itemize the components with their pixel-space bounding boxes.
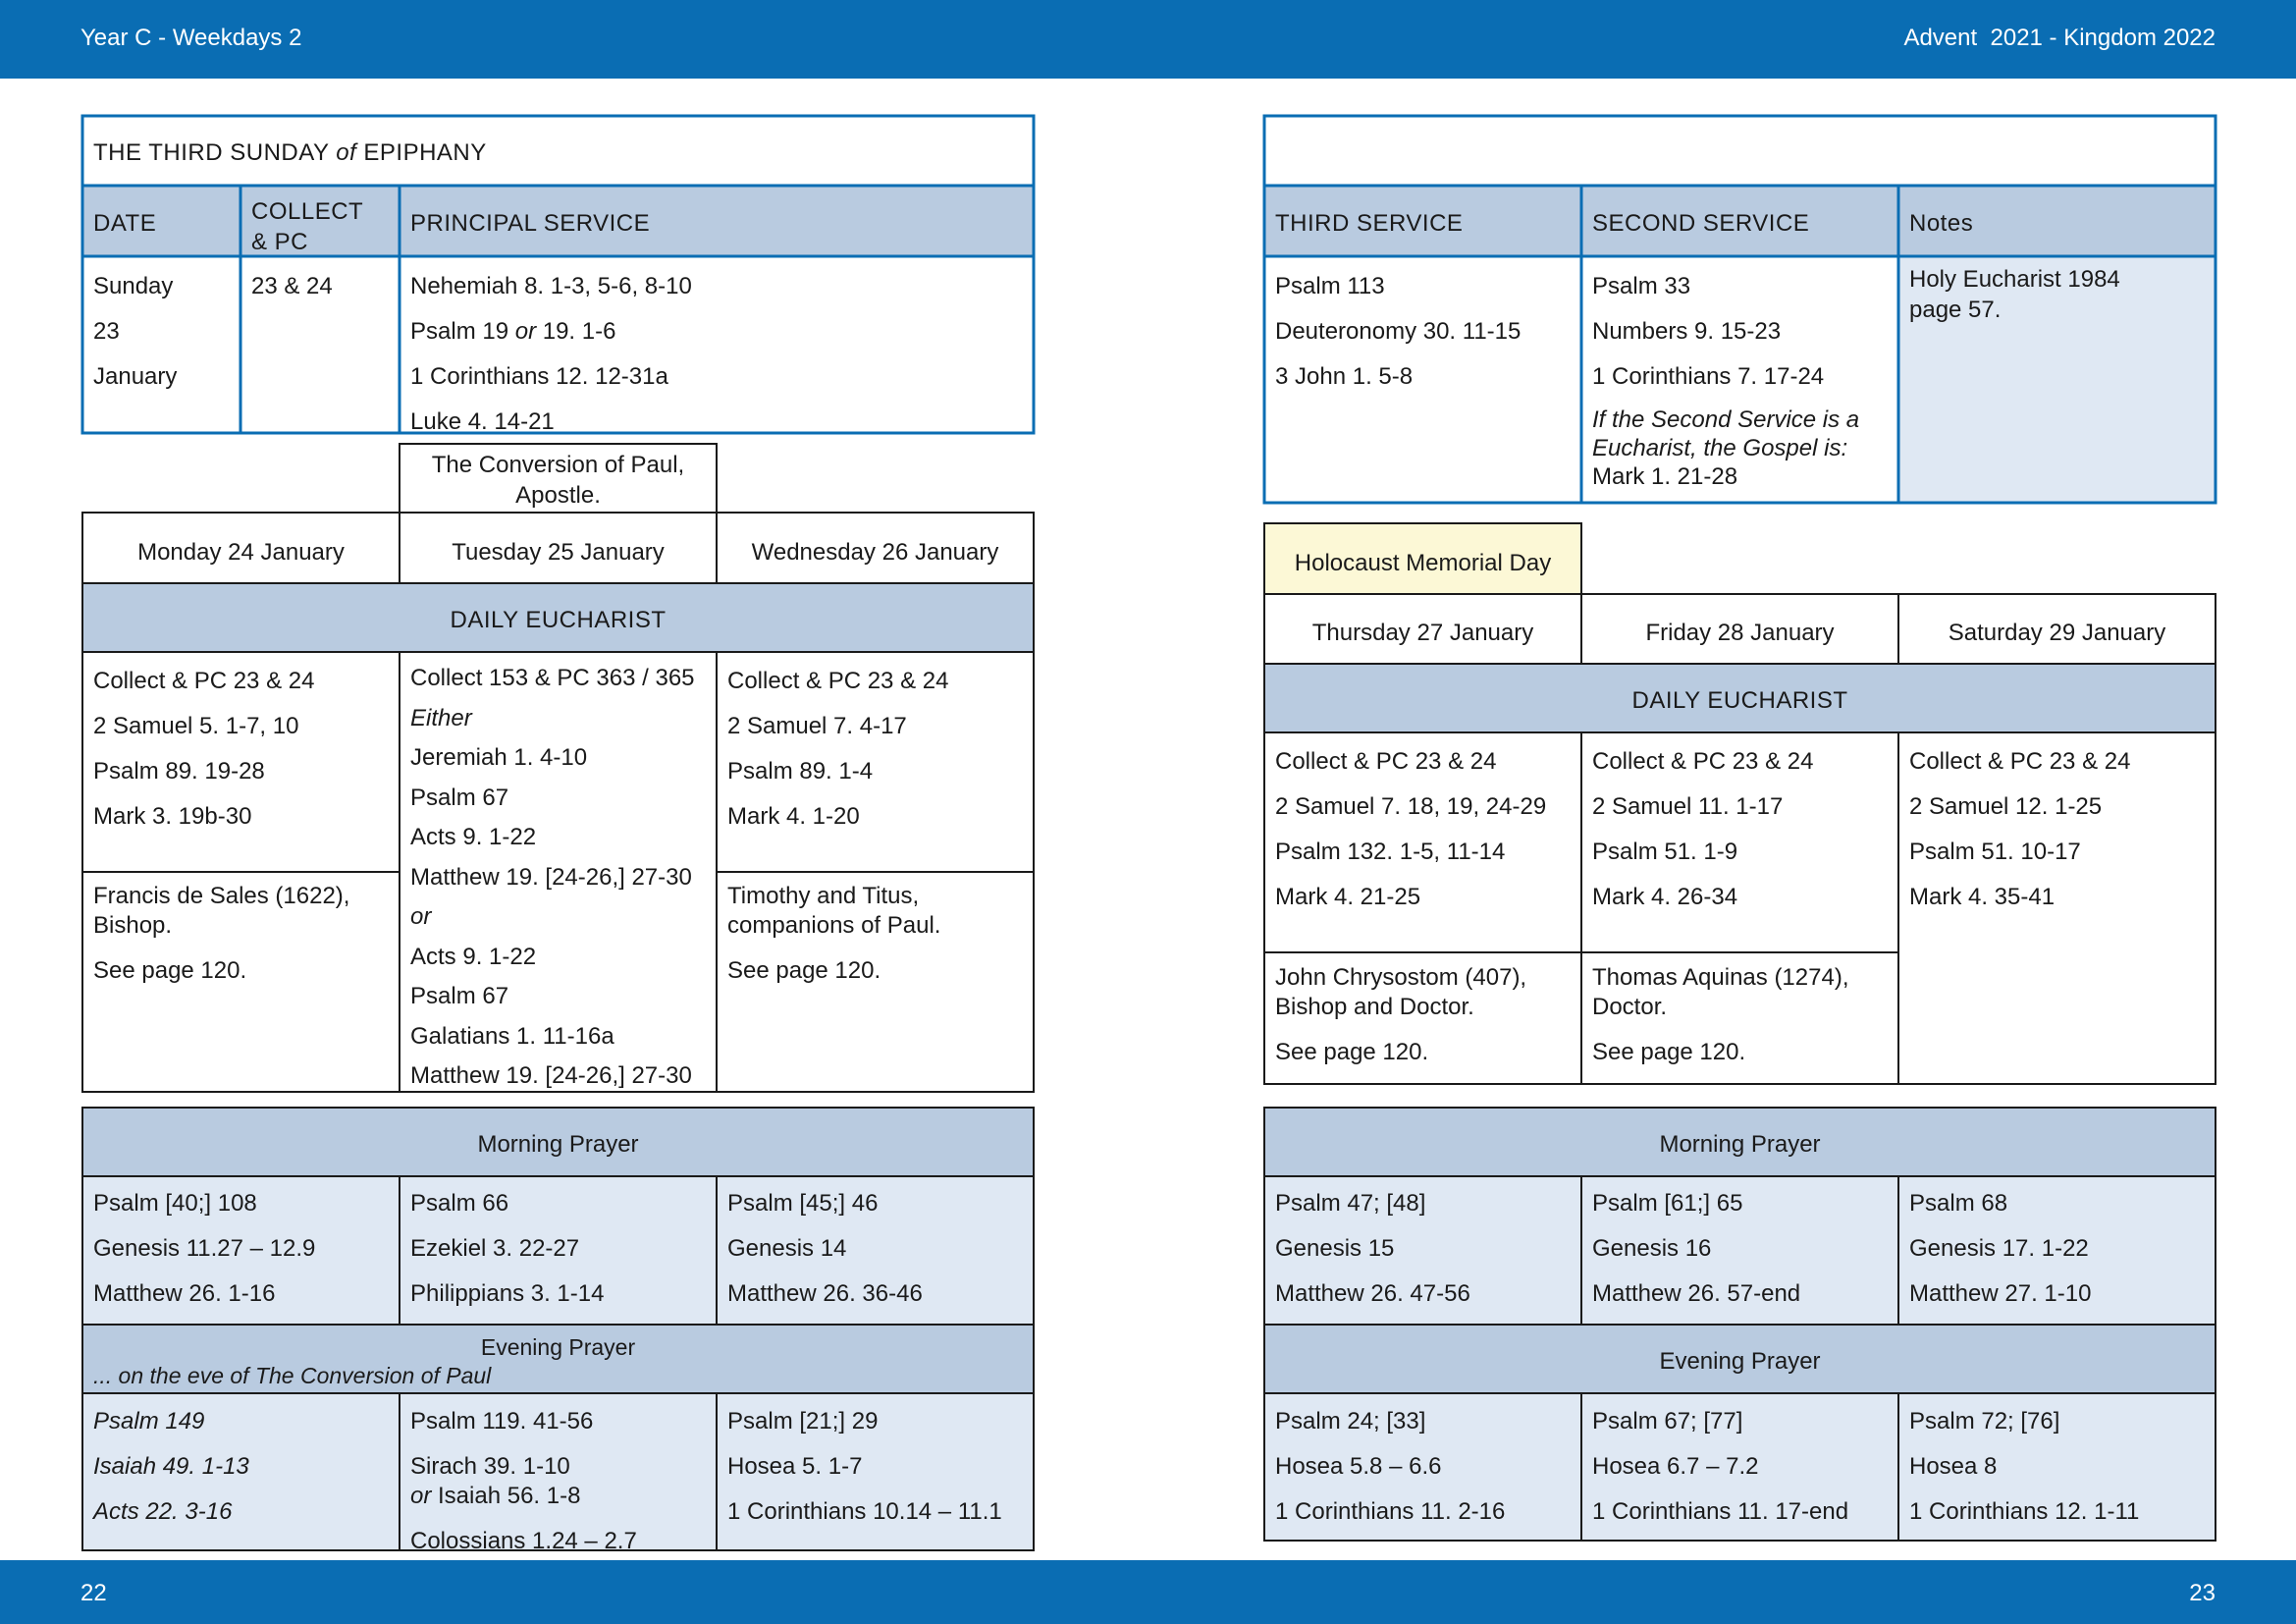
collect-column-header: COLLECT & PC — [251, 198, 364, 256]
thursday-readings: Collect & PC 23 & 24 2 Samuel 7. 18, 19, 24-29 Psalm 132. 1-5, 11-14 Mark 4. 21-25 — [1275, 748, 1547, 910]
second-service-header: SECOND SERVICE — [1592, 210, 1810, 237]
ep-thursday: Psalm 24; [33] Hosea 5.8 – 6.6 1 Corinthians 11. 2-16 — [1275, 1408, 1506, 1525]
friday-saint: Thomas Aquinas (1274), Doctor. See page 120. — [1592, 964, 1849, 1065]
morning-prayer-label-left: Morning Prayer — [477, 1131, 639, 1158]
principal-service-header: PRINCIPAL SERVICE — [410, 210, 651, 237]
mp-monday: Psalm [40;] 108 Genesis 11.27 – 12.9 Matthew 26. 1-16 — [93, 1190, 316, 1307]
wednesday-saint: Timothy and Titus, companions of Paul. See page 120. — [727, 883, 941, 984]
friday-readings: Collect & PC 23 & 24 2 Samuel 11. 1-17 Psalm 51. 1-9 Mark 4. 26-34 — [1592, 748, 1814, 910]
mp-saturday: Psalm 68 Genesis 17. 1-22 Matthew 27. 1-10 — [1909, 1190, 2092, 1307]
page-footer — [0, 1560, 2296, 1624]
mp-tuesday: Psalm 66 Ezekiel 3. 22-27 Philippians 3. 1-14 — [410, 1190, 605, 1307]
header-left: Year C - Weekdays 2 — [80, 25, 302, 51]
notes-header: Notes — [1909, 210, 1974, 237]
third-service-readings: Psalm 113 Deuteronomy 30. 11-15 3 John 1. 5-8 — [1275, 273, 1522, 390]
ep-wednesday: Psalm [21;] 29 Hosea 5. 1-7 1 Corinthians 10.14 – 11.1 — [727, 1408, 1002, 1525]
wednesday-readings: Collect & PC 23 & 24 2 Samuel 7. 4-17 Psalm 89. 1-4 Mark 4. 1-20 — [727, 668, 949, 830]
date-column-header: DATE — [93, 210, 157, 237]
day-monday: Monday 24 January — [137, 539, 345, 566]
tuesday-readings: Collect 153 & PC 363 / 365 Either Jeremiah 1. 4-10 Psalm 67 Acts 9. 1-22 Matthew 19. [24-26,] 27-30 or Acts 9. 1-22 Psalm 67 Galatians 1. 11-16a Matthew 19. [24-26,] 27-30 — [410, 665, 695, 1089]
sunday-notes: Holy Eucharist 1984 page 57. — [1909, 266, 2120, 323]
mp-wednesday: Psalm [45;] 46 Genesis 14 Matthew 26. 36-46 — [727, 1190, 923, 1307]
ep-monday: Psalm 149 Isaiah 49. 1-13 Acts 22. 3-16 — [93, 1408, 249, 1525]
day-saturday: Saturday 29 January — [1948, 620, 2166, 646]
principal-service-readings: Nehemiah 8. 1-3, 5-6, 8-10 Psalm 19 or 19. 1-6 1 Corinthians 12. 12-31a Luke 4. 14-21 — [410, 273, 692, 435]
day-wednesday: Wednesday 26 January — [751, 539, 999, 566]
ep-friday: Psalm 67; [77] Hosea 6.7 – 7.2 1 Corinthians 11. 17-end — [1592, 1408, 1849, 1525]
morning-prayer-label-right: Morning Prayer — [1659, 1131, 1821, 1158]
ep-tuesday: Psalm 119. 41-56 Sirach 39. 1-10 or Isaiah 56. 1-8 Colossians 1.24 – 2.7 — [410, 1408, 637, 1554]
evening-prayer-label-left: Evening Prayer — [480, 1334, 636, 1360]
second-service-readings: Psalm 33 Numbers 9. 15-23 1 Corinthians 7. 17-24 If the Second Service is a Eucharist, the Gospel is: Mark 1. 21-28 — [1592, 273, 1860, 490]
day-friday: Friday 28 January — [1645, 620, 1835, 646]
mp-thursday: Psalm 47; [48] Genesis 15 Matthew 26. 47-56 — [1275, 1190, 1470, 1307]
evening-prayer-label-right: Evening Prayer — [1659, 1348, 1821, 1375]
evening-prayer-eve-note: ... on the eve of The Conversion of Paul — [93, 1363, 492, 1388]
mp-friday: Psalm [61;] 65 Genesis 16 Matthew 26. 57-end — [1592, 1190, 1801, 1307]
monday-saint: Francis de Sales (1622), Bishop. See page 120. — [93, 883, 350, 984]
holocaust-memorial-day: Holocaust Memorial Day — [1294, 550, 1552, 576]
daily-eucharist-label-right: DAILY EUCHARIST — [1631, 687, 1848, 714]
third-service-header: THIRD SERVICE — [1275, 210, 1464, 237]
day-thursday: Thursday 27 January — [1311, 620, 1534, 646]
monday-readings: Collect & PC 23 & 24 2 Samuel 5. 1-7, 10 Psalm 89. 19-28 Mark 3. 19b-30 — [93, 668, 315, 830]
day-tuesday: Tuesday 25 January — [452, 539, 665, 566]
ep-saturday: Psalm 72; [76] Hosea 8 1 Corinthians 12. 1-11 — [1909, 1408, 2140, 1525]
thursday-saint: John Chrysostom (407), Bishop and Doctor. See page 120. — [1275, 964, 1527, 1065]
header-right: Advent 2021 - Kingdom 2022 — [1903, 25, 2216, 51]
page-number-right: 23 — [2189, 1580, 2216, 1606]
tuesday-festival: The Conversion of Paul, Apostle. — [431, 452, 685, 510]
sunday-collect: 23 & 24 — [251, 273, 333, 299]
sunday-date: Sunday 23 January — [93, 273, 178, 390]
daily-eucharist-label: DAILY EUCHARIST — [450, 607, 667, 633]
page-header — [0, 0, 2296, 79]
sunday-title: THE THIRD SUNDAY of EPIPHANY — [93, 139, 487, 166]
page-number-left: 22 — [80, 1580, 107, 1606]
saturday-readings: Collect & PC 23 & 24 2 Samuel 12. 1-25 Psalm 51. 10-17 Mark 4. 35-41 — [1909, 748, 2131, 910]
